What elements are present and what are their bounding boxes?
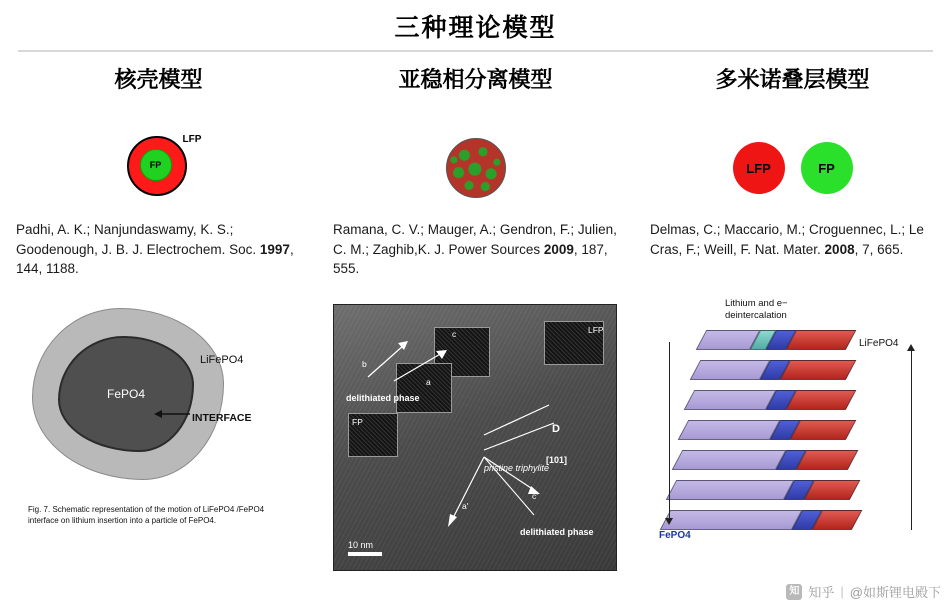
tem-label-direction: [101] (546, 455, 568, 465)
tem-label-a-prime: a' (462, 501, 469, 511)
platelet-segment (790, 420, 857, 440)
column-title-metastable: 亚稳相分离模型 (398, 67, 553, 92)
lifepo4-label: LiFePO4 (200, 354, 244, 366)
domino-fepo4-label: FePO4 (659, 530, 691, 541)
reference-metastable: Ramana, C. V.; Mauger, A.; Gendron, F.; Julien, C. M.; Zaghib,K. J. Power Sources 2009, 187, 555. (333, 222, 617, 277)
figure-tem-micrograph (333, 304, 617, 571)
left-arrow-head-icon (665, 518, 673, 525)
tem-label-delithiated-top: delithiated phase (346, 393, 420, 403)
tem-label-fp: FP (352, 417, 363, 427)
model-columns (0, 52, 951, 294)
page-title: 三种理论模型 (394, 14, 557, 42)
column-domino (634, 66, 951, 294)
watermark (786, 582, 941, 601)
interface-label: INTERFACE (192, 412, 252, 424)
watermark-handle: @如斯锂电殿下 (849, 585, 941, 600)
platelet-segment (672, 450, 787, 470)
figure-core-shell-schematic (22, 308, 294, 558)
domino-diagram (650, 124, 935, 212)
right-arrow-head-icon (907, 344, 915, 351)
right-arrow-line (911, 350, 912, 530)
column-title-core-shell: 核壳模型 (114, 67, 203, 92)
tem-label-b: b (362, 359, 367, 369)
bottom-figures (0, 294, 951, 594)
interface-arrow-icon (154, 408, 192, 420)
tem-label-c-prime: c' (532, 491, 538, 501)
platelet-segment (796, 450, 859, 470)
tem-label-d: D (552, 423, 560, 435)
watermark-separator: | (840, 584, 844, 599)
mosaic-diagram (333, 124, 618, 212)
domino-top-label: Lithium and e− deintercalation (725, 298, 788, 321)
scale-bar-label: 10 nm (348, 540, 374, 550)
left-arrow-line (669, 342, 670, 518)
tem-label-lfp: LFP (588, 325, 604, 335)
column-title-domino: 多米诺叠层模型 (715, 67, 870, 92)
scale-bar (348, 540, 382, 556)
tem-label-a: a (426, 377, 431, 387)
scale-bar-line (348, 552, 382, 556)
figure-caption: Fig. 7. Schematic representation of the motion of LiFePO4 /FePO4 interface on lithium insertion into a particle of FePO4. (28, 505, 265, 526)
tem-label-c: c (452, 329, 457, 339)
platelet-segment (780, 360, 857, 380)
platelet-segment (684, 390, 777, 410)
reference-domino: Delmas, C.; Maccario, M.; Croguennec, L.; Le Cras, F.; Weill, F. Nat. Mater. 2008, 7, 665. (650, 222, 924, 257)
platelet-segment (690, 360, 771, 380)
core-shell-diagram (16, 124, 301, 212)
domino-platelet-stack (681, 330, 891, 545)
column-metastable (317, 66, 634, 294)
figure-domino-cascade (645, 294, 945, 584)
platelet-segment (804, 480, 861, 500)
tem-label-delithiated-bottom: delithiated phase (520, 527, 594, 537)
fp-circle-label: FP (801, 142, 853, 194)
mosaic-particle-icon (446, 138, 506, 198)
domino-lifepo4-label: LiFePO4 (859, 338, 899, 349)
platelet-segment (666, 480, 795, 500)
shell-circle-label: LFP (182, 134, 202, 145)
particle-core-label: FePO4 (58, 336, 194, 452)
lfp-circle-label: LFP (733, 142, 785, 194)
platelet-segment (786, 330, 857, 350)
zhihu-logo-icon: 知 (786, 584, 802, 600)
core-circle-label: FP (140, 149, 172, 181)
platelet-segment (678, 420, 781, 440)
platelet-segment (660, 510, 803, 530)
tem-label-pristine: pristine triphylite (484, 463, 550, 473)
platelet-segment (812, 510, 863, 530)
reference-core-shell: Padhi, A. K.; Nanjundaswamy, K. S.; Goodenough, J. B. J. Electrochem. Soc. 1997, 144, 1188. (16, 222, 294, 277)
watermark-site: 知乎 (808, 585, 835, 600)
column-core-shell (0, 66, 317, 294)
platelet-segment (786, 390, 857, 410)
